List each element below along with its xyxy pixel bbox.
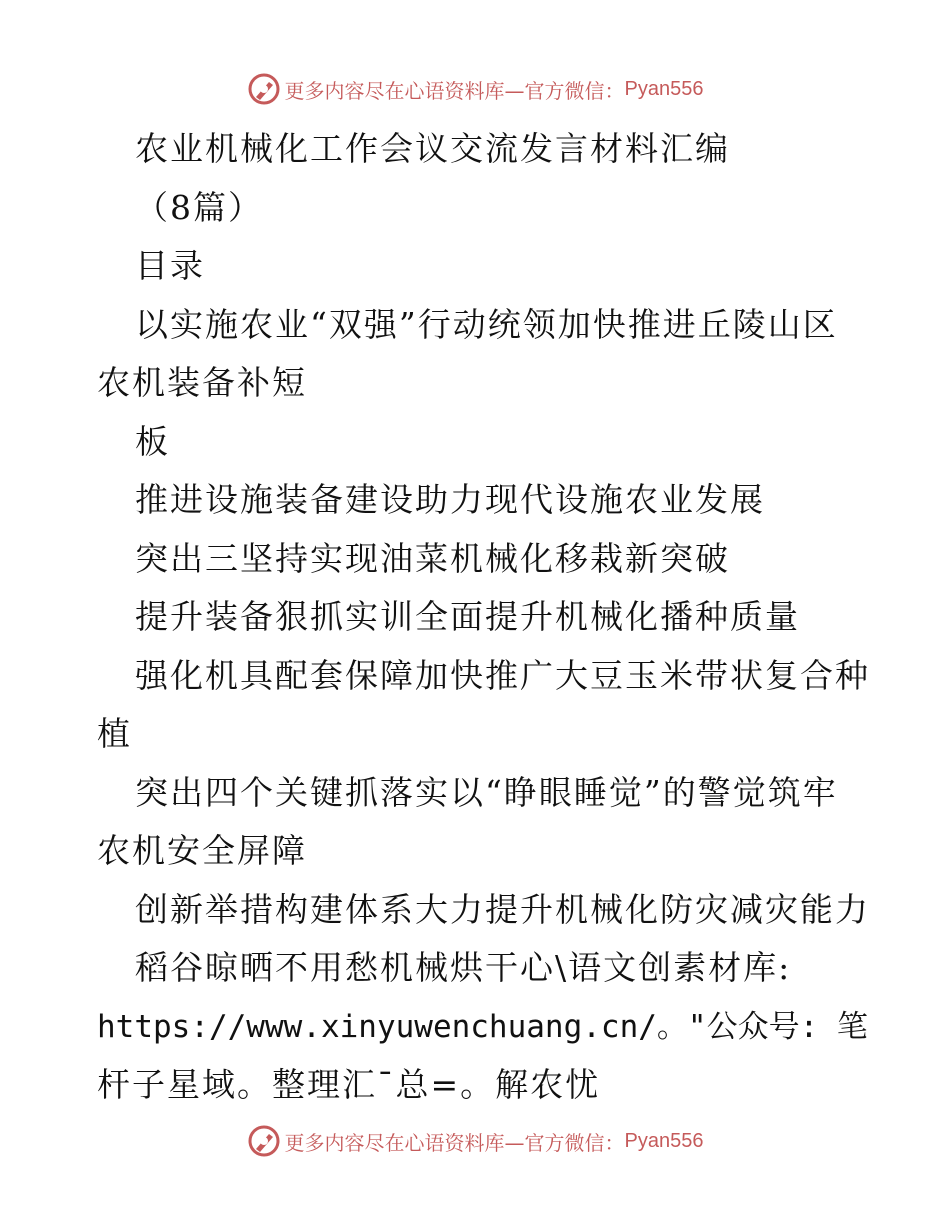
toc-item-continued: 杆子星域。整理汇¯总=。解农忧 (97, 1065, 601, 1104)
toc-item: 创新举措构建体系大力提升机械化防灾减灾能力 (135, 889, 870, 929)
toc-item: 稻谷晾晒不用愁机械烘干心\语文创素材库: (135, 948, 792, 987)
pen-logo-icon (247, 1124, 281, 1158)
toc-item: 突出三坚持实现油菜机械化移栽新突破 (135, 538, 730, 578)
document-title: 农业机械化工作会议交流发言材料汇编 (135, 129, 730, 168)
toc-item: 推进设施装备建设助力现代设施农业发展 (135, 480, 765, 519)
header-watermark (0, 72, 950, 106)
watermark-text: 更多内容尽在心语资料库—官方微信： (284, 78, 625, 103)
toc-item-continued: 植 (97, 714, 132, 753)
toc-item-continued: 板 (135, 421, 170, 461)
toc-item-continued: 农机装备补短 (97, 363, 307, 402)
toc-item: 提升装备狠抓实训全面提升机械化播种质量 (135, 597, 800, 636)
toc-item: 以实施农业“双强”行动统领加快推进丘陵山区 (135, 304, 838, 344)
toc-item-url-line: https://www.xinyuwenchuang.cn/。"公众号: 笔 (97, 1008, 868, 1045)
footer-watermark (0, 1124, 950, 1158)
toc-item: 突出四个关键抓落实以“睁眼睡觉”的警觉筑牢 (135, 772, 838, 812)
pen-logo-icon (247, 72, 281, 106)
document-title-count: （8篇） (135, 187, 263, 227)
toc-item: 强化机具配套保障加快推广大豆玉米带状复合种 (135, 655, 870, 695)
toc-heading: 目录 (135, 246, 205, 285)
toc-item-continued: 农机安全屏障 (97, 831, 307, 870)
document-body (97, 120, 870, 1115)
watermark-id: Pyan556 (624, 1129, 704, 1152)
watermark-id: Pyan556 (624, 77, 704, 100)
watermark-text: 更多内容尽在心语资料库—官方微信： (284, 1130, 625, 1155)
